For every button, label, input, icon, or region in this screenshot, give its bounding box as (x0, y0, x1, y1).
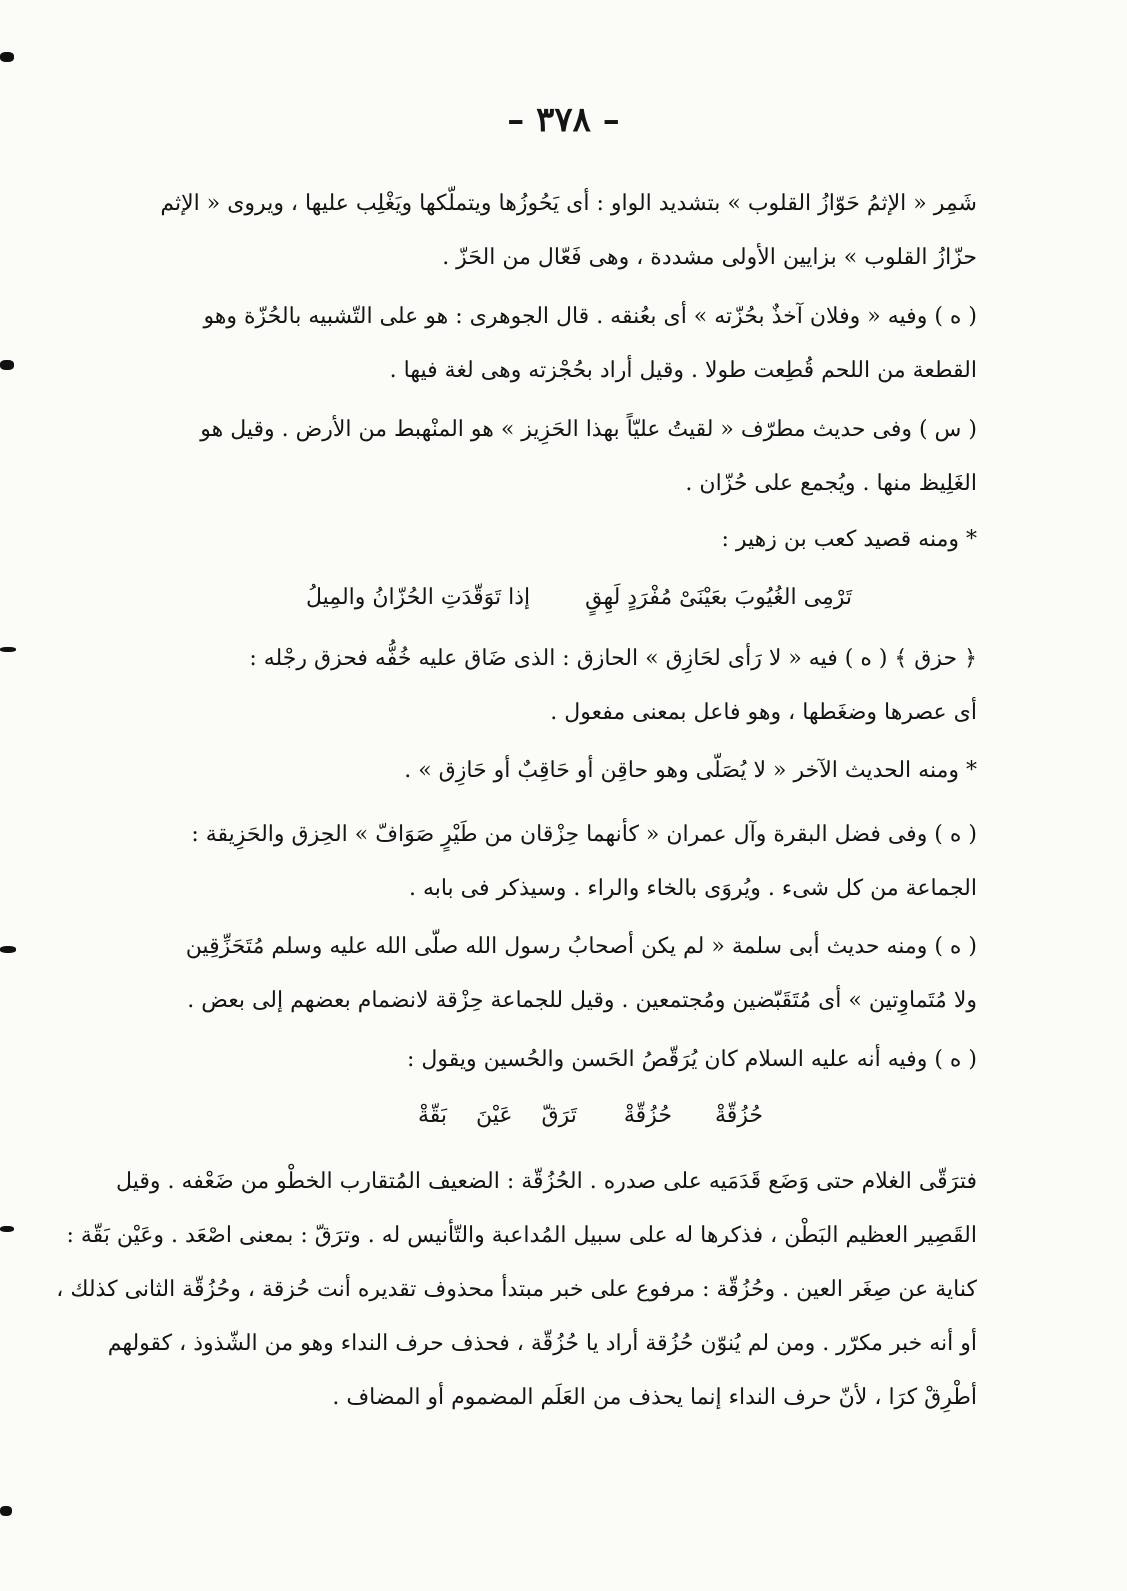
verse-word: بَقّةْ (417, 1103, 448, 1128)
text-line: * ومنه قصيد كعب بن زهير : (721, 527, 977, 552)
paragraph (157, 290, 977, 398)
text-line: الغَلِيظ منها . ويُجمع على حُزّان . (685, 471, 977, 496)
paragraph (157, 808, 977, 916)
text-line: أطْرِقْ كرَا ، لأنّ حرف النداء إنما يحذف من العَلَم المضموم أو المضاف . (332, 1385, 977, 1410)
text-line: القَصِير العظيم البَطْن ، فذكرها له على سبيل المُداعبة والتّأنيس له . وترَقّ : بمعنى اصْعَد . وعَيْن بَقّة : (66, 1223, 977, 1248)
text-line: أى عصرها وضغَطها ، وهو فاعل بمعنى مفعول . (550, 700, 977, 725)
text-line: شَمِر « الإثمُ حَوّازُ القلوب » بتشديد الواو : أى يَحُوزُها ويتملّكها ويَغْلِب عليها ، ويروى « الإثم (160, 191, 977, 216)
text-line: ﴿ حزق ﴾ ( ه ) فيه « لا رَأى لحَازِق » الحازق : الذى ضَاق عليه خُفُّه فحزق رجْله : (249, 646, 977, 671)
paragraph (157, 632, 977, 740)
poetry-verse (306, 578, 852, 618)
text-line: القطعة من اللحم قُطِعت طولا . وقيل أراد بحُجْزته وهى لغة فيها . (389, 358, 977, 383)
text-line: ( ه ) وفيه أنه عليه السلام كان يُرَقّصُ الحَسن والحُسين ويقول : (407, 1047, 977, 1072)
poetry-verse (418, 1096, 763, 1136)
paragraph (56, 1155, 977, 1425)
page-number: – ٣٧٨ – (507, 100, 620, 140)
text-line: كناية عن صِغَر العين . وحُزُقّة : مرفوع على خبر مبتدأ محذوف تقديره أنت حُزقة ، وحُزُقّة الثانى كذلك ، (56, 1277, 977, 1302)
paragraph (157, 744, 977, 798)
margin-mark (0, 52, 14, 62)
paragraph (157, 403, 977, 511)
paragraph (157, 177, 977, 285)
text-line: ( ه ) وفى فضل البقرة وآل عمران « كأنهما حِزْقان من طَيْرٍ صَوَافّ » الحِزق والحَزِيقة : (191, 822, 977, 847)
text-line: ( ه ) ومنه حديث أبى سلمة « لم يكن أصحابُ رسول الله صلّى الله عليه وسلم مُتَحَزِّقِين (185, 934, 977, 959)
text-line: * ومنه الحديث الآخر « لا يُصَلّى وهو حاقِن أو حَاقِبٌ أو حَازِق » . (404, 758, 977, 783)
text-line: حزّازُ القلوب » بزايين الأولى مشددة ، وهى فَعّال من الحَزّ . (442, 245, 977, 270)
text-line: ولا مُتَماوِتين » أى مُتَقَبّضين ومُجتمعين . وقيل للجماعة حِزْقة لانضمام بعضهم إلى بعض . (187, 988, 977, 1013)
margin-mark (0, 1226, 14, 1232)
margin-mark (0, 946, 16, 953)
verse-second-hemistich: إذا تَوَقّدَتِ الحُزّانُ والمِيلُ (305, 585, 531, 610)
verse-word: حُزُقّةْ (623, 1103, 672, 1128)
margin-mark (0, 1506, 12, 1516)
verse-first-hemistich: تَرْمِى الغُيُوبَ بعَيْنَىْ مُفْرَدٍ لَهِقٍ (585, 585, 852, 610)
verse-word: تَرَقّ (541, 1103, 577, 1128)
text-line: فترَقّى الغلام حتى وَضَع قَدَمَيه على صدره . الحُزُقّة : الضعيف المُتقارب الخطْو من ضَعْفه . وقيل (116, 1169, 977, 1194)
text-line: ( س ) وفى حديث مطرّف « لقيتُ عليّاً بهذا الحَزِيز » هو المنْهبط من الأرض . وقيل هو (200, 417, 977, 442)
text-line: ( ه ) وفيه « وفلان آخذٌ بحُزّته » أى بعُنقه . قال الجوهرى : هو على التّشبيه بالحُزّة وهو (203, 304, 977, 329)
paragraph (157, 1033, 977, 1087)
margin-mark (0, 360, 14, 370)
text-line: الجماعة من كل شىء . ويُروَى بالخاء والراء . وسيذكر فى بابه . (408, 876, 977, 901)
paragraph (157, 920, 977, 1028)
paragraph (157, 513, 977, 567)
margin-mark (0, 647, 16, 652)
verse-word: عَيْنَ (476, 1103, 513, 1128)
verse-word: حُزُقّةْ (714, 1103, 763, 1128)
text-line: أو أنه خبر مكرّر . ومن لم يُنوّن حُزُقة أراد يا حُزُقّة ، فحذف حرف النداء وهو من الشّذوذ ، كقولهم (107, 1331, 977, 1356)
